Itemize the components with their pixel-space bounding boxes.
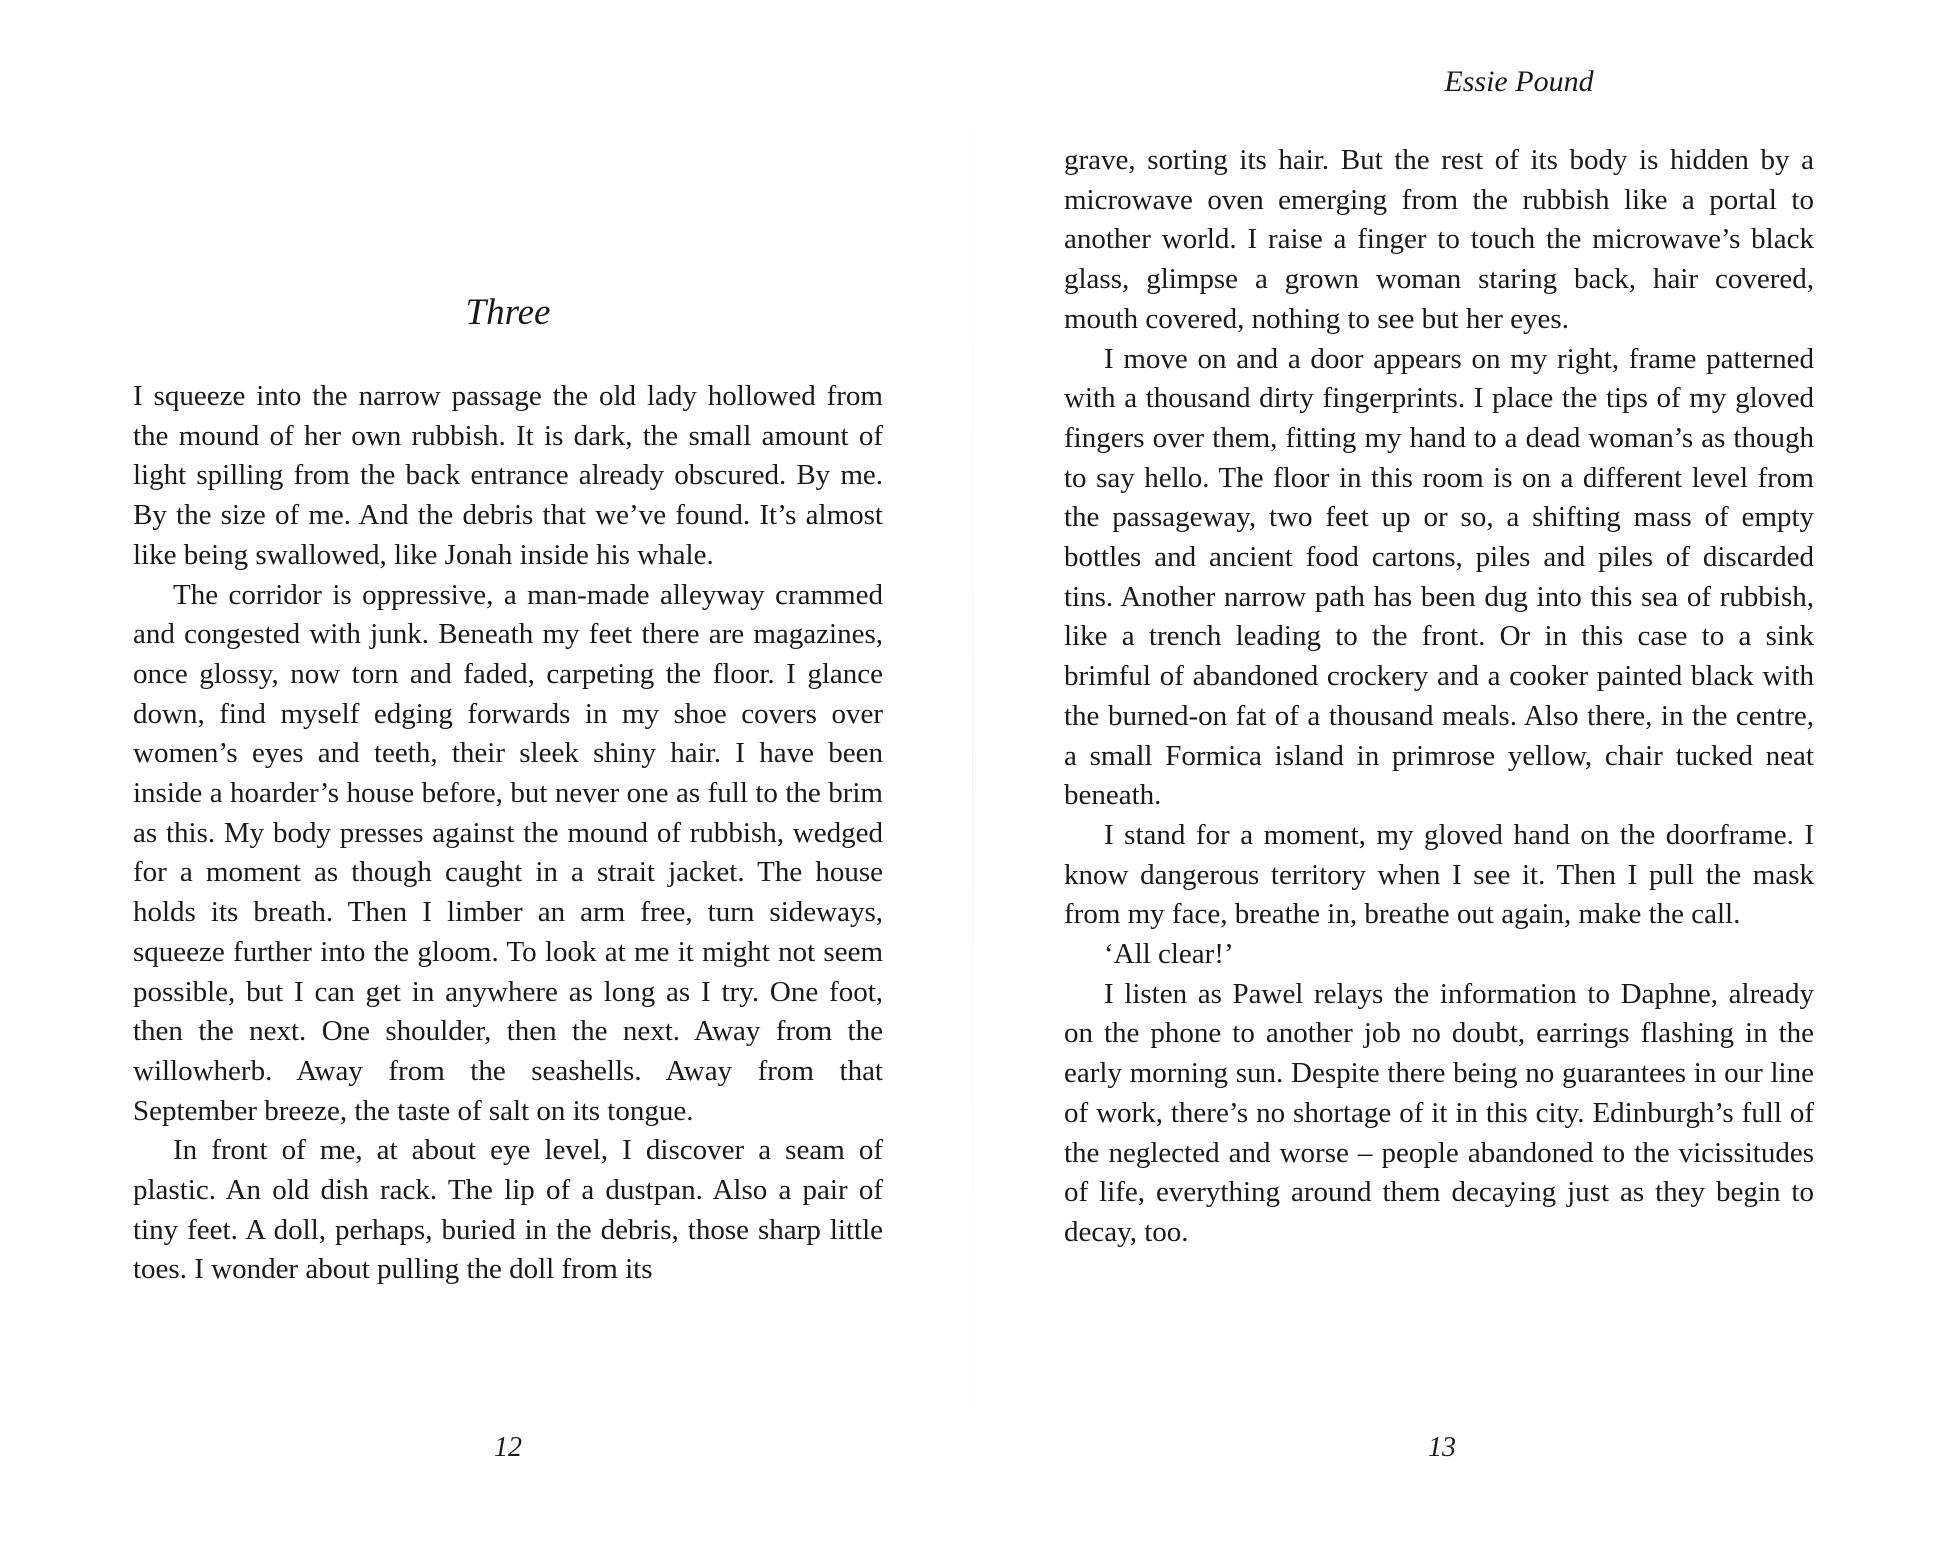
running-head: Essie Pound bbox=[1444, 65, 1594, 98]
page-number: 12 bbox=[494, 1432, 522, 1463]
page-number: 13 bbox=[1428, 1432, 1456, 1463]
left-page bbox=[0, 0, 973, 1541]
paragraph: I move on and a door appears on my right, frame patterned with a thousand dirty fingerprints. I place the tips of my gloved fingers over them, fitting my hand to a dead woman’s as though to say hello. The floor in this room is on a different level from the passageway, two feet up or so, a shifting mass of empty bottles and ancient food cartons, piles and piles of discarded tins. Another narrow path has been dug into this sea of rubbish, like a trench leading to the front. Or in this case to a sink brimful of abandoned crockery and a cooker painted black with the burned-on fat of a thousand meals. Also there, in the centre, a small Formica island in primrose yellow, chair tucked neat beneath. bbox=[1064, 342, 1814, 812]
left-page-body bbox=[133, 377, 883, 1290]
chapter-title: Three bbox=[465, 292, 551, 333]
paragraph: grave, sorting its hair. But the rest of its body is hidden by a microwave oven emerging from the rubbish like a portal to another world. I raise a finger to touch the microwave’s black glass, glimpse a grown woman staring back, hair covered, mouth covered, nothing to see but her eyes. bbox=[1064, 144, 1814, 335]
paragraph: The corridor is oppressive, a man-made alleyway crammed and congested with junk. Beneath my feet there are magazines, once glossy, now torn and faded, carpeting the floor. I glance down, find myself edging forwards in my shoe covers over women’s eyes and teeth, their sleek shiny hair. I have been inside a hoarder’s house before, but never one as full to the brim as this. My body presses against the mound of rubbish, wedged for a moment as though caught in a strait jacket. The house holds its breath. Then I limber an arm free, turn sideways, squeeze further into the gloom. To look at me it might not seem possible, but I can get in anywhere as long as I try. One foot, then the next. One shoulder, then the next. Away from the willowherb. Away from the seashells. Away from that September breeze, the taste of salt on its tongue. bbox=[133, 578, 883, 1127]
paragraph: In front of me, at about eye level, I discover a seam of plastic. An old dish rack. The lip of a dustpan. Also a pair of tiny feet. A doll, perhaps, buried in the debris, those sharp little toes. I wonder about pulling the doll from its bbox=[133, 1134, 883, 1286]
paragraph: ‘All clear!’ bbox=[1104, 938, 1234, 971]
paragraph: I stand for a moment, my gloved hand on the doorframe. I know dangerous territory when I see it. Then I pull the mask from my face, breathe in, breathe out again, make the call. bbox=[1064, 818, 1814, 931]
paragraph: I listen as Pawel relays the information to Daphne, already on the phone to another job no doubt, earrings flashing in the early morning sun. Despite there being no guarantees in our line of work, there’s no shortage of it in this city. Edinburgh’s full of the neglected and worse – people abandoned to the vicissitudes of life, everything around them decaying just as they begin to decay, too. bbox=[1064, 977, 1814, 1248]
right-page bbox=[973, 0, 1947, 1541]
right-page-body bbox=[1064, 141, 1814, 1253]
paragraph: I squeeze into the narrow passage the old lady hollowed from the mound of her own rubbish. It is dark, the small amount of light spilling from the back entrance already obscured. By me. By the size of me. And the debris that we’ve found. It’s almost like being swallowed, like Jonah inside his whale. bbox=[133, 380, 883, 571]
